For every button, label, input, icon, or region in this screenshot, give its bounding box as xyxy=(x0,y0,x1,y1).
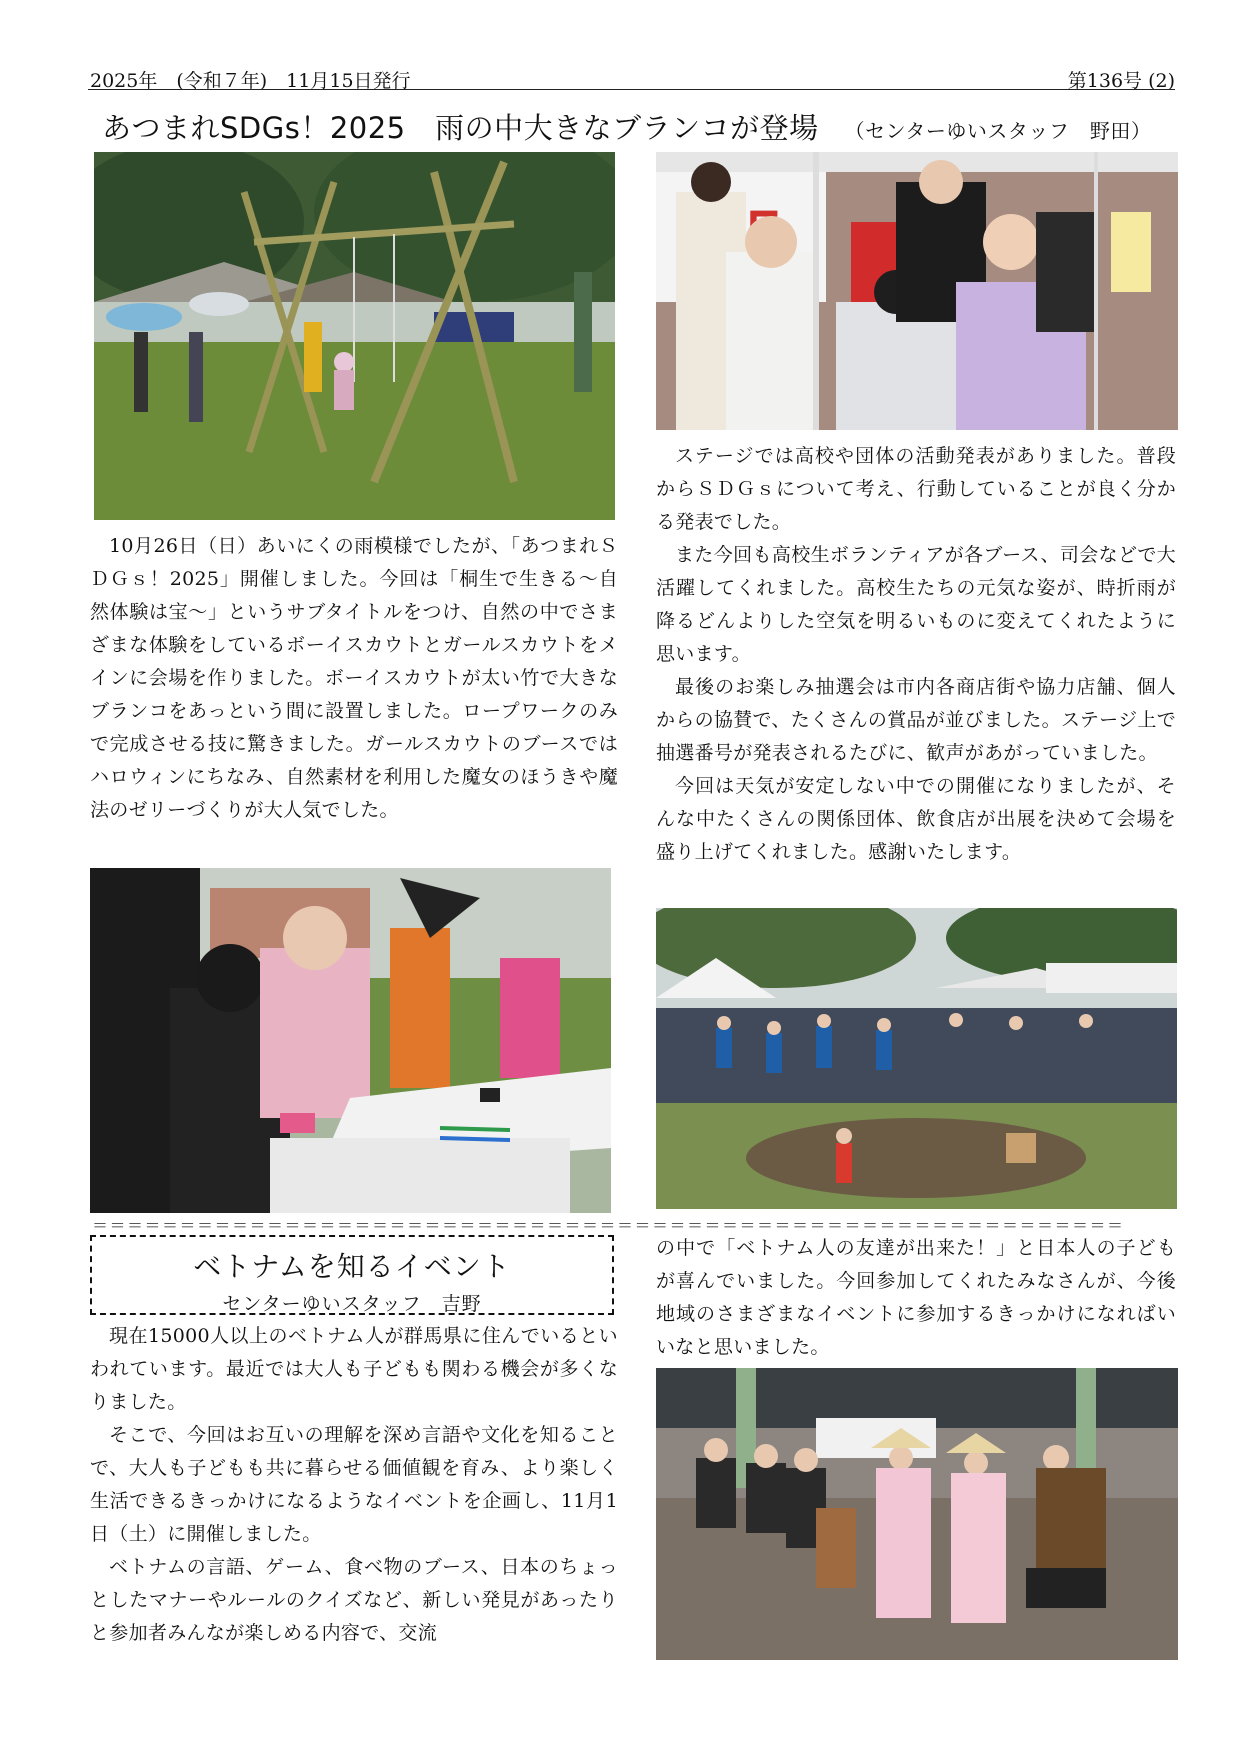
article1-intro-paragraph: 10月26日（日）あいにくの雨模様でしたが、「あつまれＳＤＧｓ！2025」開催しました。今回は「桐生で生きる～自然体験は宝～」というサブタイトルをつけ、自然の中でさまざまな体験をしているボーイスカウトとガールスカウトをメインに会場を作りました。ボーイスカウトが太い竹で大きなブランコをあっという間に設置しました。ロープワークのみで完成させる技に驚きました。ガールスカウトのブースではハロウィンにちなみ、自然素材を利用した魔女のほうきや魔法のゼリーづくりが大人気でした。 xyxy=(90,535,618,821)
photo-vietnam-event xyxy=(656,1368,1178,1660)
photo-lottery-crowd xyxy=(656,908,1177,1209)
headline-text: あつまれSDGs！2025 雨の中大きなブランコが登場 xyxy=(102,111,819,145)
headline-byline: （センターゆいスタッフ 野田） xyxy=(844,119,1152,143)
article2-byline: センターゆいスタッフ 吉野 xyxy=(222,1293,482,1315)
issue-date: 2025年 (令和７年) 11月15日発行 xyxy=(90,70,411,92)
article1-paragraph: ステージでは高校や団体の活動発表がありました。普段からＳＤＧｓについて考え、行動していることが良く分かる発表でした。 xyxy=(656,445,1176,533)
photo-girl-scout-craft xyxy=(90,868,611,1213)
article2-continued-paragraph: の中で「ベトナム人の友達が出来た！」と日本人の子どもが喜んでいました。今回参加してくれたみなさんが、今後地域のさまざまなイベントに参加するきっかけになればいいなと思いました。 xyxy=(656,1237,1176,1358)
article1-paragraph: また今回も高校生ボランティアが各ブース、司会などで大活躍してくれました。高校生たちの元気な姿が、時折雨が降るどんよりした空気を明るいものに変えてくれたように思います。 xyxy=(656,544,1176,665)
photo-bamboo-swing xyxy=(94,152,615,520)
section-divider: ＝＝＝＝＝＝＝＝＝＝＝＝＝＝＝＝＝＝＝＝＝＝＝＝＝＝＝＝＝＝＝＝＝＝＝＝＝＝＝＝＝＝＝＝＝＝＝＝＝＝＝＝＝＝＝＝＝＝＝ xyxy=(92,1216,1125,1235)
issue-number: 第136号 (2) xyxy=(1067,70,1175,92)
article2-paragraph: ベトナムの言語、ゲーム、食べ物のブース、日本のちょっとしたマナーやルールのクイズなど、新しい発見があったりと参加者みんなが楽しめる内容で、交流 xyxy=(90,1556,618,1644)
article-headline xyxy=(102,106,1151,147)
photo-stage-presentation xyxy=(656,152,1178,430)
article2-left-column xyxy=(90,1320,618,1650)
article1-paragraph: 最後のお楽しみ抽選会は市内各商店街や協力店舗、個人からの協賛で、たくさんの賞品が並びました。ステージ上で抽選番号が発表されるたびに、歓声があがっていました。 xyxy=(656,676,1176,764)
article1-left-column xyxy=(90,530,618,827)
article1-paragraph: 今回は天気が安定しない中での開催になりましたが、そんな中たくさんの関係団体、飲食店が出展を決めて会場を盛り上げてくれました。感謝いたします。 xyxy=(656,775,1176,863)
article2-paragraph: そこで、今回はお互いの理解を深め言語や文化を知ることで、大人も子どもも共に暮らせる価値観を育み、より楽しく生活できるきっかけになるようなイベントを企画し、11月1日（土）に開催しました。 xyxy=(90,1424,618,1545)
article2-paragraph: 現在15000人以上のベトナム人が群馬県に住んでいるといわれています。最近では大人も子どもも関わる機会が多くなりました。 xyxy=(90,1325,618,1413)
article2-title: ベトナムを知るイベント xyxy=(193,1250,511,1283)
header-rule xyxy=(88,89,1175,90)
article2-title-box xyxy=(90,1235,614,1315)
article1-right-column xyxy=(656,440,1176,869)
article2-right-column xyxy=(656,1232,1176,1364)
